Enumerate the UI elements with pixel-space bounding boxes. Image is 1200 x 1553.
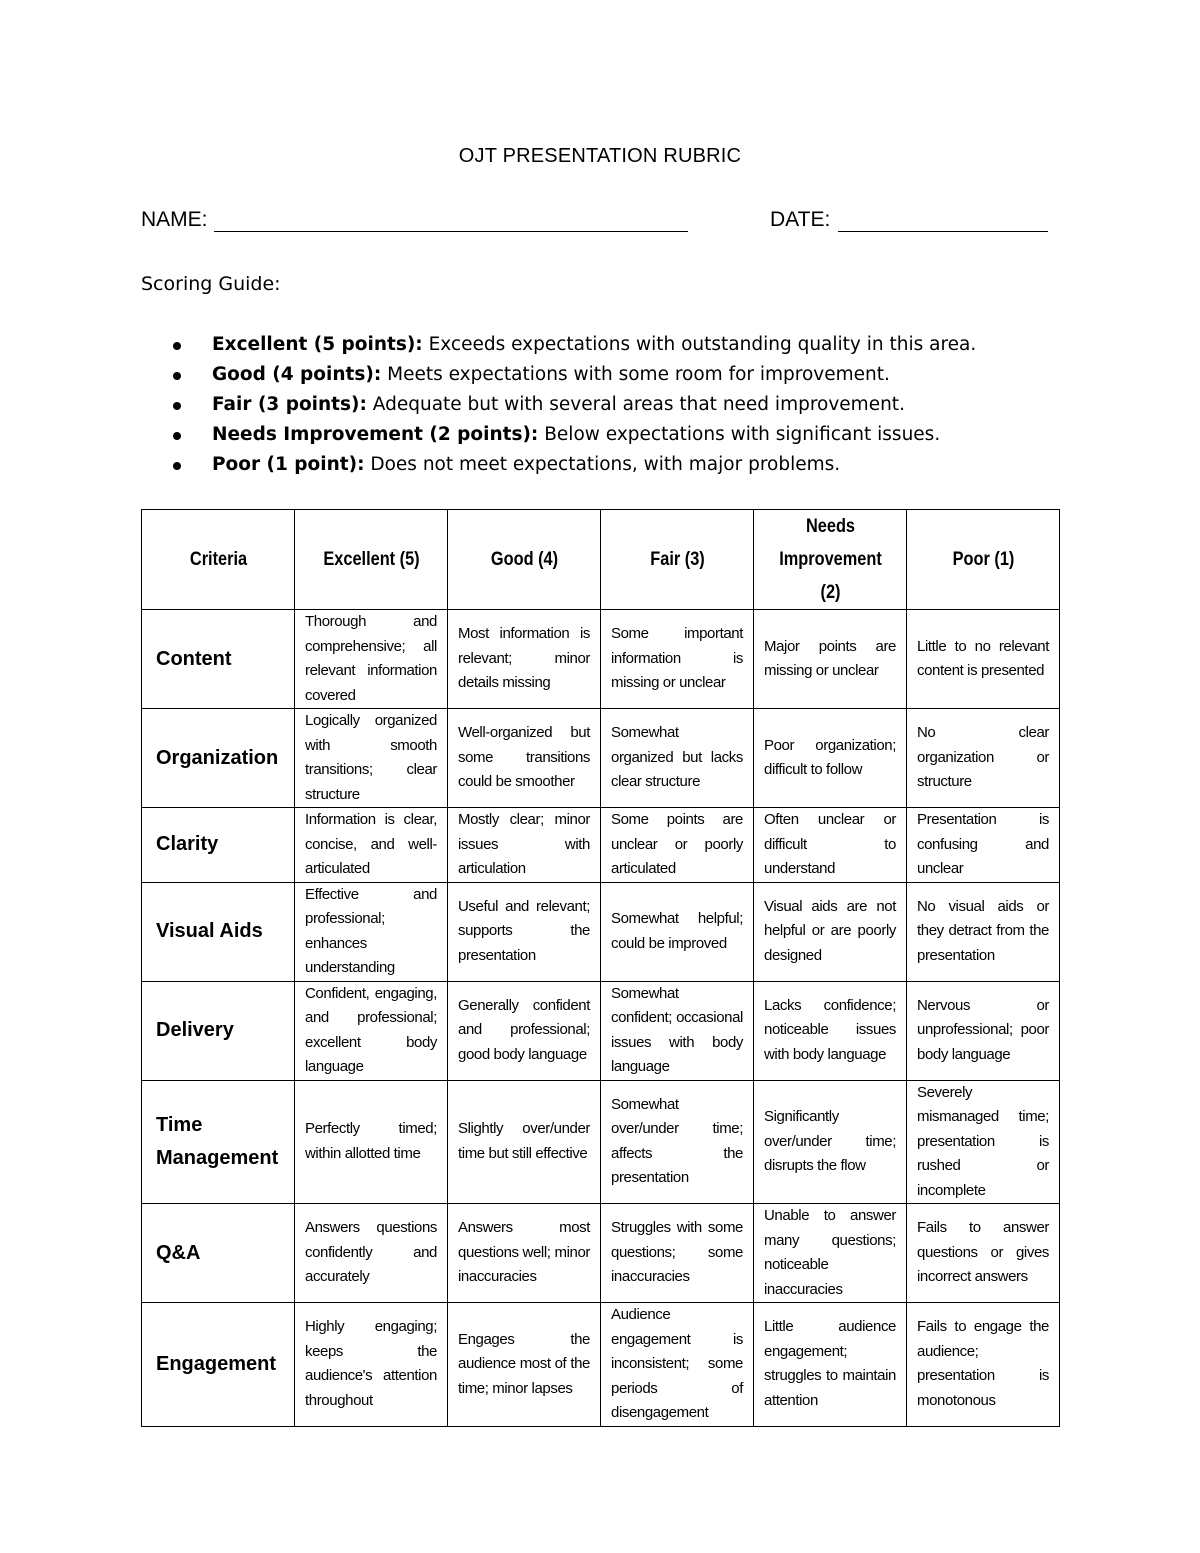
table-row	[142, 882, 1060, 981]
name-label: NAME:	[141, 208, 208, 231]
rubric-cell	[601, 1303, 754, 1427]
table-row	[142, 1303, 1060, 1427]
bullet-icon	[173, 462, 181, 470]
rubric-cell-text: Fails to engage the audience; presentation is monotonous	[917, 1318, 1049, 1409]
rubric-cell-text: Useful and relevant; supports the presentation	[458, 897, 590, 964]
scoring-guide-item	[141, 450, 976, 480]
rubric-cell-text: Nervous or unprofessional; poor body language	[917, 996, 1049, 1063]
rubric-cell-text: Significantly over/under time; disrupts the flow	[764, 1108, 896, 1174]
rubric-cell	[601, 808, 754, 883]
rubric-cell	[754, 709, 907, 808]
rubric-cell-text: Some points are unclear or poorly articulated	[611, 811, 743, 877]
rubric-cell	[754, 981, 907, 1080]
rubric-cell-text: Lacks confidence; noticeable issues with body language	[764, 996, 896, 1063]
rubric-cell	[295, 882, 448, 981]
bullet-icon	[173, 402, 181, 410]
table-header-row	[142, 510, 1060, 610]
rubric-cell	[907, 808, 1060, 883]
guide-term: Good (4 points):	[212, 364, 382, 385]
rubric-cell	[601, 709, 754, 808]
rubric-cell-text: Struggles with some questions; some inaccuracies	[611, 1219, 743, 1286]
rubric-cell	[907, 882, 1060, 981]
rubric-cell	[754, 610, 907, 709]
rubric-cell-text: Audience engagement is inconsistent; some periods of disengagement	[611, 1306, 743, 1421]
rubric-cell-text: Answers questions confidently and accurately	[305, 1219, 437, 1286]
criteria-cell: Delivery	[142, 981, 295, 1080]
rubric-cell	[907, 1080, 1060, 1204]
rubric-cell	[295, 709, 448, 808]
rubric-cell-text: Answers most questions well; minor inaccuracies	[458, 1219, 590, 1286]
rubric-cell	[601, 1204, 754, 1303]
rubric-cell-text: Information is clear, concise, and well-articulated	[305, 811, 437, 877]
bullet-icon	[173, 342, 181, 350]
rubric-cell	[754, 882, 907, 981]
bullet-icon	[173, 372, 181, 380]
guide-desc: Adequate but with several areas that need improvement.	[366, 394, 905, 415]
rubric-cell-text: Generally confident and professional; good body language	[458, 996, 590, 1063]
rubric-cell	[448, 1080, 601, 1204]
rubric-cell-text: Well-organized but some transitions could be smoother	[458, 724, 590, 791]
rubric-cell-text: Some important information is missing or unclear	[611, 625, 743, 692]
criteria-cell: Q&A	[142, 1204, 295, 1303]
rubric-cell	[448, 808, 601, 883]
rubric-cell-text: Logically organized with smooth transitions; clear structure	[305, 712, 437, 803]
name-blank-line	[214, 209, 688, 232]
rubric-cell-text: Effective and professional; enhances understanding	[305, 885, 437, 976]
header-poor: Poor (1)	[917, 510, 1049, 610]
rubric-cell	[448, 1204, 601, 1303]
table-row	[142, 981, 1060, 1080]
header-criteria: Criteria	[152, 510, 284, 610]
rubric-cell	[601, 981, 754, 1080]
table-row	[142, 1204, 1060, 1303]
guide-term: Needs Improvement (2 points):	[212, 424, 539, 445]
guide-term: Poor (1 point):	[212, 454, 365, 475]
criteria-cell: Time Management	[142, 1080, 295, 1204]
rubric-cell-text: Little to no relevant content is presented	[917, 637, 1049, 679]
rubric-cell-text: Little audience engagement; struggles to maintain attention	[764, 1318, 896, 1409]
rubric-cell-text: Poor organization; difficult to follow	[764, 736, 896, 778]
criteria-cell: Engagement	[142, 1303, 295, 1427]
header-good: Good (4)	[458, 510, 590, 610]
rubric-cell	[601, 1080, 754, 1204]
rubric-cell-text: Presentation is confusing and unclear	[917, 811, 1049, 877]
rubric-cell-text: Fails to answer questions or gives incorrect answers	[917, 1219, 1049, 1286]
rubric-cell	[601, 882, 754, 981]
rubric-cell	[448, 610, 601, 709]
rubric-cell	[754, 1303, 907, 1427]
guide-desc: Meets expectations with some room for improvement.	[381, 364, 890, 385]
rubric-cell-text: Thorough and comprehensive; all relevant information covered	[305, 613, 437, 704]
rubric-cell	[295, 1204, 448, 1303]
guide-desc: Does not meet expectations, with major problems.	[364, 454, 841, 475]
rubric-cell	[295, 981, 448, 1080]
rubric-cell-text: Visual aids are not helpful or are poorly designed	[764, 897, 896, 964]
table-row	[142, 709, 1060, 808]
rubric-cell	[601, 610, 754, 709]
bullet-icon	[173, 432, 181, 440]
rubric-cell-text: Confident, engaging, and professional; excellent body language	[305, 984, 437, 1075]
scoring-guide-label: Scoring Guide:	[141, 273, 281, 295]
guide-term: Fair (3 points):	[212, 394, 367, 415]
scoring-guide-item	[141, 390, 976, 420]
rubric-cell	[295, 610, 448, 709]
rubric-cell-text: Somewhat confident; occasional issues with body language	[611, 984, 743, 1075]
rubric-cell-text: No visual aids or they detract from the presentation	[917, 897, 1049, 964]
header-fair: Fair (3)	[611, 510, 743, 610]
page-title: OJT PRESENTATION RUBRIC	[458, 145, 742, 167]
scoring-guide-list	[141, 330, 976, 480]
rubric-table	[141, 509, 1060, 1427]
criteria-cell: Organization	[142, 709, 295, 808]
rubric-cell-text: Perfectly timed; within allotted time	[305, 1120, 437, 1162]
criteria-cell: Content	[142, 610, 295, 709]
rubric-cell	[448, 981, 601, 1080]
rubric-cell	[295, 1080, 448, 1204]
rubric-cell-text: Severely mismanaged time; presentation is rushed or incomplete	[917, 1083, 1049, 1199]
rubric-cell	[448, 882, 601, 981]
rubric-cell	[448, 1303, 601, 1427]
rubric-cell-text: Highly engaging; keeps the audience's attention throughout	[305, 1318, 437, 1409]
rubric-cell-text: Unable to answer many questions; noticeable inaccuracies	[764, 1207, 896, 1298]
table-row	[142, 808, 1060, 883]
rubric-cell-text: No clear organization or structure	[917, 724, 1049, 791]
rubric-cell	[907, 1204, 1060, 1303]
guide-desc: Below expectations with significant issues.	[538, 424, 941, 445]
rubric-cell	[754, 1080, 907, 1204]
rubric-cell-text: Somewhat helpful; could be improved	[611, 910, 743, 952]
table-row	[142, 1080, 1060, 1204]
criteria-cell: Clarity	[142, 808, 295, 883]
criteria-cell: Visual Aids	[142, 882, 295, 981]
rubric-cell-text: Most information is relevant; minor details missing	[458, 625, 590, 692]
guide-term: Excellent (5 points):	[212, 334, 423, 355]
header-excellent: Excellent (5)	[305, 510, 437, 610]
rubric-cell	[907, 1303, 1060, 1427]
rubric-cell-text: Slightly over/under time but still effective	[458, 1120, 590, 1162]
scoring-guide-item	[141, 360, 976, 390]
rubric-cell	[907, 610, 1060, 709]
rubric-cell-text: Often unclear or difficult to understand	[764, 811, 896, 877]
name-field-row	[141, 208, 688, 232]
date-blank-line	[838, 209, 1048, 232]
rubric-cell	[907, 709, 1060, 808]
rubric-cell-text: Major points are missing or unclear	[764, 637, 896, 679]
rubric-cell-text: Somewhat organized but lacks clear structure	[611, 724, 743, 791]
rubric-cell	[754, 1204, 907, 1303]
rubric-cell	[295, 808, 448, 883]
scoring-guide-item	[141, 330, 976, 360]
guide-desc: Exceeds expectations with outstanding quality in this area.	[422, 334, 977, 355]
rubric-cell	[295, 1303, 448, 1427]
rubric-cell-text: Somewhat over/under time; affects the presentation	[611, 1095, 743, 1187]
rubric-cell	[754, 808, 907, 883]
table-row	[142, 610, 1060, 709]
header-needs-improvement: Needs Improvement (2)	[764, 510, 896, 610]
rubric-cell-text: Engages the audience most of the time; minor lapses	[458, 1330, 590, 1397]
scoring-guide-item	[141, 420, 976, 450]
date-field-row	[770, 208, 1048, 232]
table-body	[142, 610, 1060, 1427]
rubric-cell	[448, 709, 601, 808]
rubric-cell-text: Mostly clear; minor issues with articulation	[458, 811, 590, 877]
rubric-cell	[907, 981, 1060, 1080]
date-label: DATE:	[770, 208, 831, 231]
